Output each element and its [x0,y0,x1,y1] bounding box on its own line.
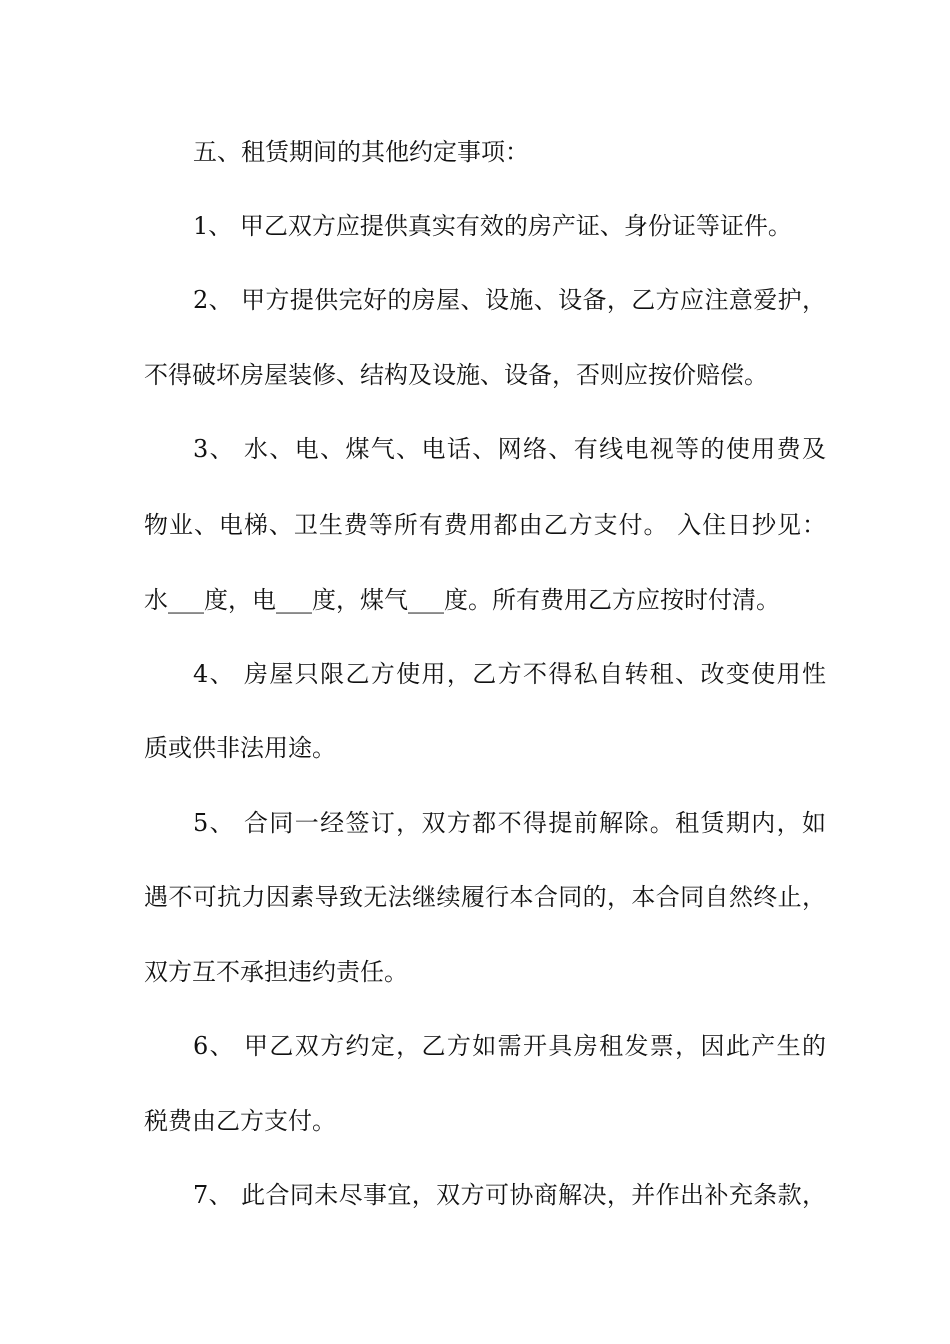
clause-2-line-2: 不得破坏房屋装修、结构及设施、设备，否则应按价赔偿。 [144,361,768,389]
clause-2-line-1: 2、 甲方提供完好的房屋、设施、设备，乙方应注意爱护， [193,286,826,314]
clause-4-line-2: 质或供非法用途。 [144,734,336,762]
clause-6-line-1: 6、 甲乙双方约定，乙方如需开具房租发票，因此产生的 [193,1032,826,1060]
clause-3-line-2: 物业、电梯、卫生费等所有费用都由乙方支付。 入住日抄见： [144,511,826,539]
section-heading: 五、租赁期间的其他约定事项： [193,138,529,166]
clause-5-line-1: 5、 合同一经签订，双方都不得提前解除。租赁期内，如 [193,809,826,837]
clause-3-line-3: 水___度，电___度，煤气___度。所有费用乙方应按时付清。 [144,586,780,614]
clause-5-line-2: 遇不可抗力因素导致无法继续履行本合同的，本合同自然终止， [144,883,826,911]
clause-1: 1、 甲乙双方应提供真实有效的房产证、身份证等证件。 [193,212,792,240]
clause-4-line-1: 4、 房屋只限乙方使用，乙方不得私自转租、改变使用性 [193,660,826,688]
clause-7-line-1: 7、 此合同未尽事宜，双方可协商解决，并作出补充条款， [193,1181,826,1209]
clause-3-line-1: 3、 水、电、煤气、电话、网络、有线电视等的使用费及 [193,435,826,463]
clause-5-line-3: 双方互不承担违约责任。 [144,958,408,986]
clause-6-line-2: 税费由乙方支付。 [144,1107,336,1135]
